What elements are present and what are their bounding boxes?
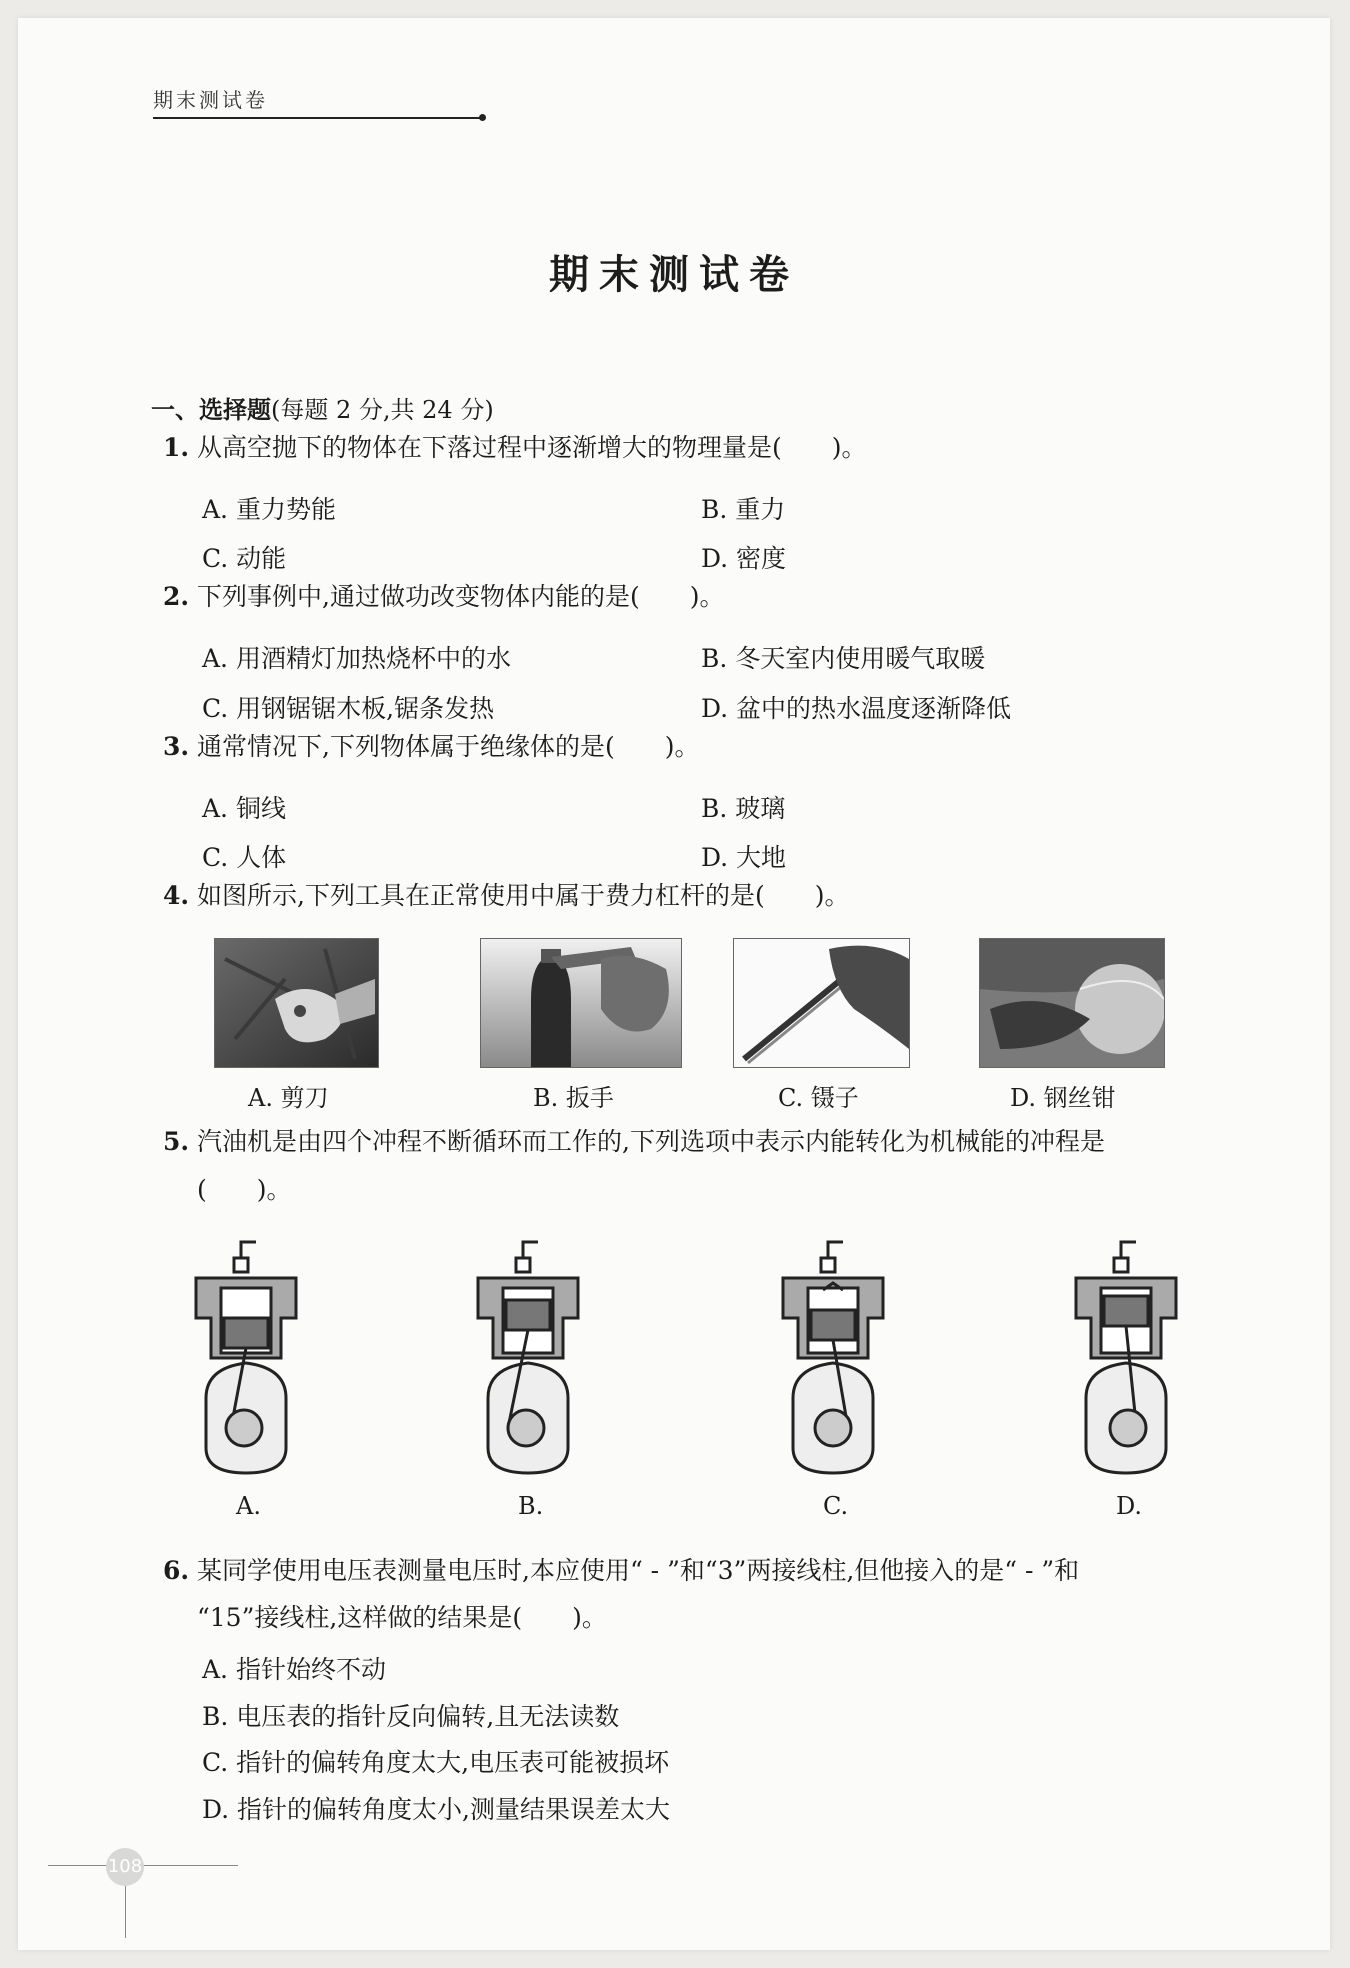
question-4 <box>163 879 849 913</box>
page <box>18 18 1330 1950</box>
question-number: 2. <box>163 582 190 611</box>
question-text: 从高空抛下的物体在下落过程中逐渐增大的物理量是( )。 <box>197 433 867 462</box>
question-6 <box>163 1554 1079 1588</box>
footer-rule-right <box>138 1865 238 1866</box>
section-label: 一、选择题 <box>151 396 271 424</box>
question-number: 5. <box>163 1127 190 1156</box>
section-heading <box>151 390 494 425</box>
question-6-continued: “15”接线柱,这样做的结果是( )。 <box>197 1603 607 1632</box>
page-title: 期末测试卷 <box>549 252 799 298</box>
option-b: B. 电压表的指针反向偏转,且无法读数 <box>202 1702 620 1731</box>
option-c: C. 用钢锯锯木板,锯条发热 <box>202 694 495 723</box>
question-1 <box>163 431 867 465</box>
question-text: 某同学使用电压表测量电压时,本应使用“ - ”和“3”两接线柱,但他接入的是“ - ”和 <box>197 1556 1080 1585</box>
option-b: B. 玻璃 <box>701 794 786 823</box>
option-c: C. 指针的偏转角度太大,电压表可能被损坏 <box>202 1748 670 1777</box>
engine-label-a: A. <box>236 1492 261 1520</box>
question-number: 4. <box>163 881 190 910</box>
footer-rule-left <box>48 1865 113 1866</box>
wrench-photo <box>480 938 682 1068</box>
option-d: D. 密度 <box>701 544 787 573</box>
page-number: 108 <box>106 1848 144 1886</box>
caption-d: D. 钢丝钳 <box>1010 1084 1116 1112</box>
engine-label-d: D. <box>1116 1492 1143 1520</box>
caption-c: C. 镊子 <box>778 1084 859 1112</box>
option-b: B. 冬天室内使用暖气取暖 <box>701 644 986 673</box>
question-text: 通常情况下,下列物体属于绝缘体的是( )。 <box>197 732 700 761</box>
question-2 <box>163 580 724 614</box>
tweezers-photo <box>733 938 910 1068</box>
pliers-photo <box>979 938 1165 1068</box>
option-d: D. 盆中的热水温度逐渐降低 <box>701 694 1012 723</box>
option-d: D. 指针的偏转角度太小,测量结果误差太大 <box>202 1795 670 1824</box>
engine-diagram-d <box>1066 1238 1186 1488</box>
option-a: A. 用酒精灯加热烧杯中的水 <box>202 644 511 673</box>
engine-diagram-c <box>773 1238 893 1488</box>
question-5 <box>163 1125 1105 1159</box>
question-number: 6. <box>163 1556 190 1585</box>
engine-label-c: C. <box>823 1492 849 1520</box>
question-5-continued: ( )。 <box>197 1175 292 1204</box>
option-a: A. 指针始终不动 <box>202 1655 386 1684</box>
option-d: D. 大地 <box>701 843 787 872</box>
caption-b: B. 扳手 <box>533 1084 614 1112</box>
option-c: C. 动能 <box>202 544 287 573</box>
scissors-photo <box>214 938 379 1068</box>
option-a: A. 铜线 <box>202 794 286 823</box>
option-a: A. 重力势能 <box>202 495 336 524</box>
question-number: 3. <box>163 732 190 761</box>
engine-diagram-b <box>468 1238 588 1488</box>
question-3 <box>163 730 699 764</box>
footer-rule-vertical <box>125 1878 126 1938</box>
question-text: 下列事例中,通过做功改变物体内能的是( )。 <box>197 582 725 611</box>
question-text: 汽油机是由四个冲程不断循环而工作的,下列选项中表示内能转化为机械能的冲程是 <box>197 1127 1105 1156</box>
running-header: 期末测试卷 <box>153 88 268 112</box>
question-number: 1. <box>163 433 190 462</box>
engine-diagram-a <box>186 1238 306 1488</box>
caption-a: A. 剪刀 <box>248 1084 329 1112</box>
question-text: 如图所示,下列工具在正常使用中属于费力杠杆的是( )。 <box>197 881 850 910</box>
option-c: C. 人体 <box>202 843 287 872</box>
option-b: B. 重力 <box>701 495 786 524</box>
header-rule <box>153 117 483 119</box>
engine-label-b: B. <box>518 1492 544 1520</box>
header-rule-dot <box>479 114 486 121</box>
section-note: (每题 2 分,共 24 分) <box>271 396 494 424</box>
